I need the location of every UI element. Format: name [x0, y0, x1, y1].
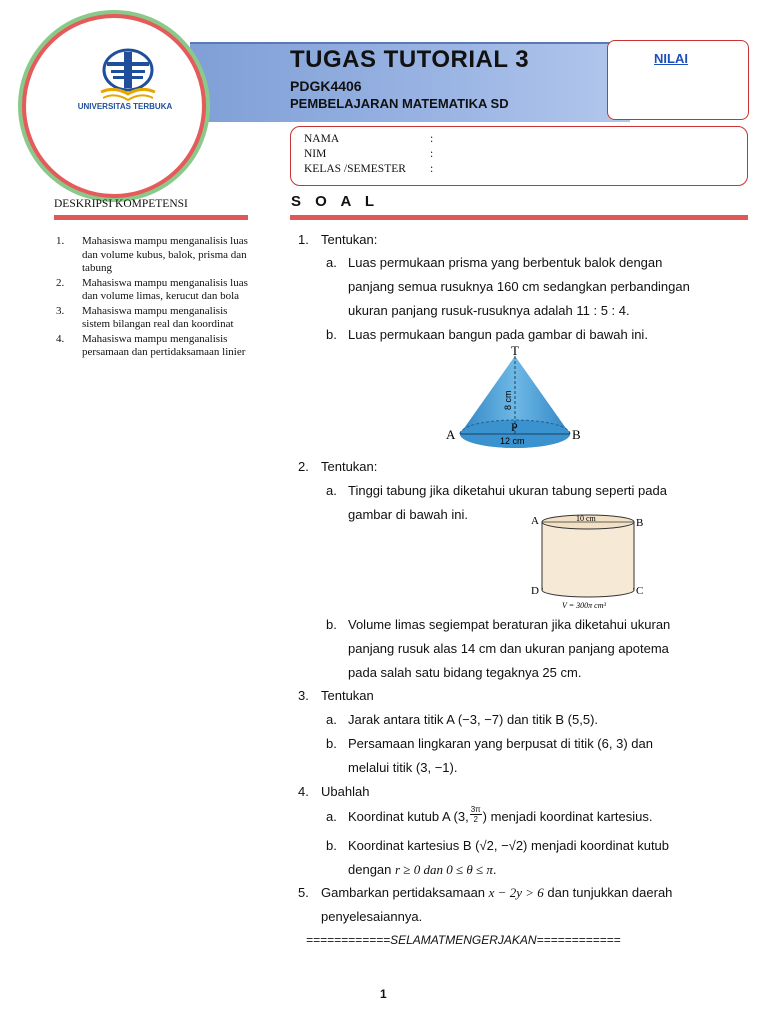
q3b-line-2: melalui titik (3, −1). — [348, 760, 458, 775]
q1-text: Tentukan: — [321, 232, 378, 247]
closing-line: ============SELAMATMENGERJAKAN============ — [306, 933, 621, 947]
q2a-label: a. — [326, 483, 337, 498]
q4b-pre: dengan — [348, 862, 395, 877]
q3a-text: Jarak antara titik A (−3, −7) dan titik B (5,5). — [348, 712, 599, 727]
q3b-label: b. — [326, 736, 337, 751]
q4a-frac-num: 3π — [470, 805, 481, 814]
questions-divider — [290, 215, 748, 220]
page-title: TUGAS TUTORIAL 3 — [290, 46, 530, 73]
logo-text: UNIVERSITAS TERBUKA — [77, 102, 173, 111]
cylinder-a-label: A — [531, 515, 539, 527]
university-logo-icon — [95, 48, 161, 104]
q4a-pre: Koordinat kutub A (3, — [348, 809, 469, 824]
cone-figure — [440, 342, 590, 457]
q5-line-1 — [321, 885, 672, 901]
q4a-frac-den: 2 — [473, 815, 478, 824]
cone-height-label: 8 cm — [503, 390, 513, 410]
identity-name-colon: : — [430, 133, 434, 145]
q2-text: Tentukan: — [321, 459, 378, 474]
q4b-post: . — [492, 862, 497, 877]
identity-name-label: NAMA — [304, 133, 340, 145]
q4b-line-1: Koordinat kartesius B (√2, −√2) menjadi koordinat kutub — [348, 838, 670, 853]
q2a-line-1: Tinggi tabung jika diketahui ukuran tabung seperti pada — [348, 483, 667, 498]
q2b-line-1: Volume limas segiempat beraturan jika diketahui ukuran — [348, 617, 671, 632]
cylinder-diameter-label: 10 cm — [576, 514, 596, 523]
cylinder-figure — [526, 512, 656, 612]
q5-line-2: penyelesaiannya. — [321, 909, 423, 924]
cone-diameter-label: 12 cm — [500, 436, 525, 446]
q1b-label: b. — [326, 327, 337, 342]
sidebar-divider — [54, 215, 248, 220]
q4b-label: b. — [326, 838, 337, 853]
cylinder-volume-label: V = 300π cm³ — [562, 601, 606, 610]
identity-box — [290, 126, 748, 186]
q2b-line-3: pada salah satu bidang tegaknya 25 cm. — [348, 665, 582, 680]
grade-label: NILAI — [654, 51, 688, 66]
course-code: PDGK4406 — [290, 78, 362, 94]
questions-heading: S O A L — [291, 193, 380, 210]
cone-apex-label: T — [511, 343, 519, 358]
list-item: 4. Mahasiswa mampu menganalisis persamaan dan pertidaksamaan linier — [56, 332, 246, 358]
q4b-line-2 — [348, 862, 497, 878]
q1a-line-3: ukuran panjang rusuk-rusuknya adalah 11 : 5 : 4. — [348, 303, 630, 318]
q4a-post: ) menjadi koordinat kartesius. — [482, 809, 653, 824]
q5-post: dan tunjukkan daerah — [543, 885, 673, 900]
list-item: 3. Mahasiswa mampu menganalisis sistem bilangan real dan koordinat — [56, 304, 234, 330]
q1b-text: Luas permukaan bangun pada gambar di bawah ini. — [348, 327, 648, 342]
identity-nim-label: NIM — [304, 148, 327, 160]
identity-kelas-label: KELAS /SEMESTER — [304, 163, 406, 175]
cylinder-b-label: B — [636, 517, 644, 529]
competency-title: DESKRIPSI KOMPETENSI — [54, 198, 188, 210]
q3-text: Tentukan — [321, 688, 374, 703]
q4a-label: a. — [326, 809, 337, 824]
q4-text: Ubahlah — [321, 784, 370, 799]
cone-left-label: A — [446, 427, 456, 442]
cone-right-label: B — [572, 427, 581, 442]
q5-number: 5. — [298, 885, 309, 900]
competency-list — [56, 235, 251, 361]
q3b-line-1: Persamaan lingkaran yang berpusat di titik (6, 3) dan — [348, 736, 653, 751]
q5-math: x − 2y > 6 — [488, 885, 544, 900]
list-item: 2. Mahasiswa mampu menganalisis luas dan volume limas, kerucut dan bola — [56, 276, 248, 302]
cone-center-label: P — [511, 420, 518, 434]
q1a-label: a. — [326, 255, 337, 270]
cylinder-c-label: C — [636, 585, 644, 597]
q2a-line-2: gambar di bawah ini. — [348, 507, 468, 522]
cylinder-d-label: D — [531, 585, 539, 597]
course-name: PEMBELAJARAN MATEMATIKA SD — [290, 96, 509, 111]
identity-nim-colon: : — [430, 148, 434, 160]
q3-number: 3. — [298, 688, 309, 703]
page-number: 1 — [380, 987, 387, 1001]
q2b-label: b. — [326, 617, 337, 632]
q1a-line-1: Luas permukaan prisma yang berbentuk balok dengan — [348, 255, 663, 270]
q2-number: 2. — [298, 459, 309, 474]
identity-kelas-colon: : — [430, 163, 434, 175]
q2b-line-2: panjang rusuk alas 14 cm dan ukuran panjang apotema — [348, 641, 669, 656]
q1a-line-2: panjang semua rusuknya 160 cm sedangkan perbandingan — [348, 279, 690, 294]
list-item: 1. Mahasiswa mampu menganalisis luas dan volume kubus, balok, prisma dan tabung — [56, 235, 248, 274]
q4a-text — [348, 805, 652, 824]
q3a-label: a. — [326, 712, 337, 727]
q1-number: 1. — [298, 232, 309, 247]
q5-pre: Gambarkan pertidaksamaan — [321, 885, 489, 900]
q4a-fraction — [470, 805, 482, 824]
q4b-math: r ≥ 0 dan 0 ≤ θ ≤ π — [395, 862, 493, 877]
q4-number: 4. — [298, 784, 309, 799]
